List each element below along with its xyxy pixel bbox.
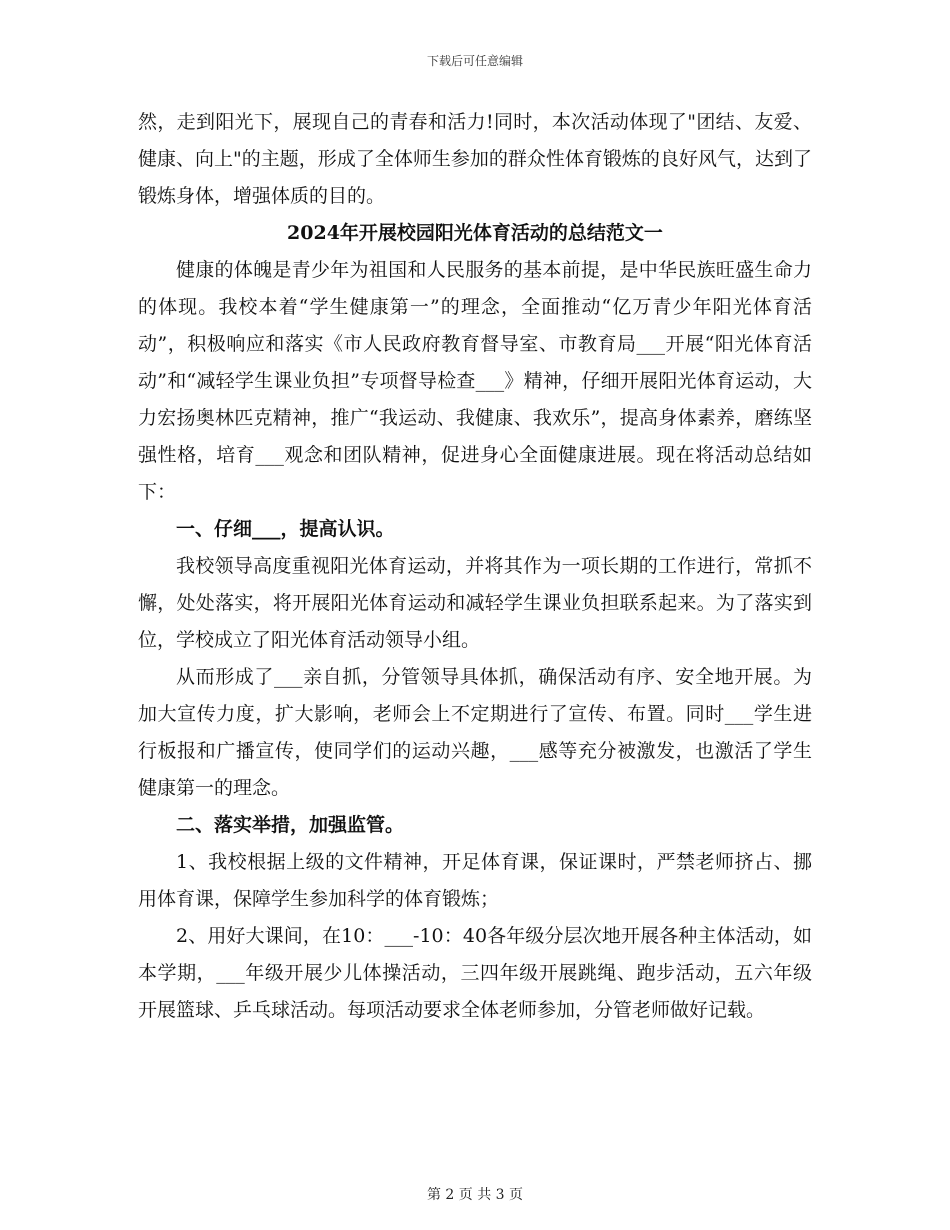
section-heading-2: 二、落实举措，加强监管。 xyxy=(176,814,405,836)
page-footer-number: 第 2 页 共 3 页 xyxy=(426,1187,524,1203)
document-body xyxy=(138,104,812,1029)
list-item-2: 2、用好大课间，在10：___-10：40各年级分层次地开展各种主体活动，如本学期，___年级开展少儿体操活动，三四年级开展跳绳、跑步活动，五六年级开展篮球、乒乓球活动。每项活动要求全体老师参加，分管老师做好记载。 xyxy=(138,925,812,1021)
section-heading-1: 一、仔细___，提高认识。 xyxy=(176,518,395,540)
paragraph-1: 健康的体魄是青少年为祖国和人民服务的基本前提，是中华民族旺盛生命力的体现。我校本着“学生健康第一”的理念，全面推动“亿万青少年阳光体育活动”，积极响应和落实《市人民政府教育督导室、市教育局___开展“阳光体育活动”和“减轻学生课业负担”专项督导检查___》精神，仔细开展阳光体育运动，大力宏扬奥林匹克精神，推广“我运动、我健康、我欢乐”，提高身体素养，磨练坚强性格，培育___观念和团队精神，促进身心全面健康进展。现在将活动总结如下： xyxy=(138,259,812,503)
document-title: 2024年开展校园阳光体育活动的总结范文一 xyxy=(287,222,663,244)
intro-continuation-paragraph: 然，走到阳光下，展现自己的青春和活力!同时，本次活动体现了"团结、友爱、健康、向上"的主题，形成了全体师生参加的群众性体育锻炼的良好风气，达到了锻炼身体，增强体质的目的。 xyxy=(138,111,812,207)
page-header-note: 下载后可任意编辑 xyxy=(426,54,523,68)
list-item-1: 1、我校根据上级的文件精神，开足体育课，保证课时，严禁老师挤占、挪用体育课，保障学生参加科学的体育锻炼； xyxy=(138,851,812,910)
paragraph-2: 我校领导高度重视阳光体育运动，并将其作为一项长期的工作进行，常抓不懈，处处落实，将开展阳光体育运动和减轻学生课业负担联系起来。为了落实到位，学校成立了阳光体育活动领导小组。 xyxy=(138,555,812,651)
paragraph-3: 从而形成了___亲自抓，分管领导具体抓，确保活动有序、安全地开展。为加大宣传力度，扩大影响，老师会上不定期进行了宣传、布置。同时___学生进行板报和广播宣传，使同学们的运动兴趣，___感等充分被激发，也激活了学生健康第一的理念。 xyxy=(138,666,812,799)
